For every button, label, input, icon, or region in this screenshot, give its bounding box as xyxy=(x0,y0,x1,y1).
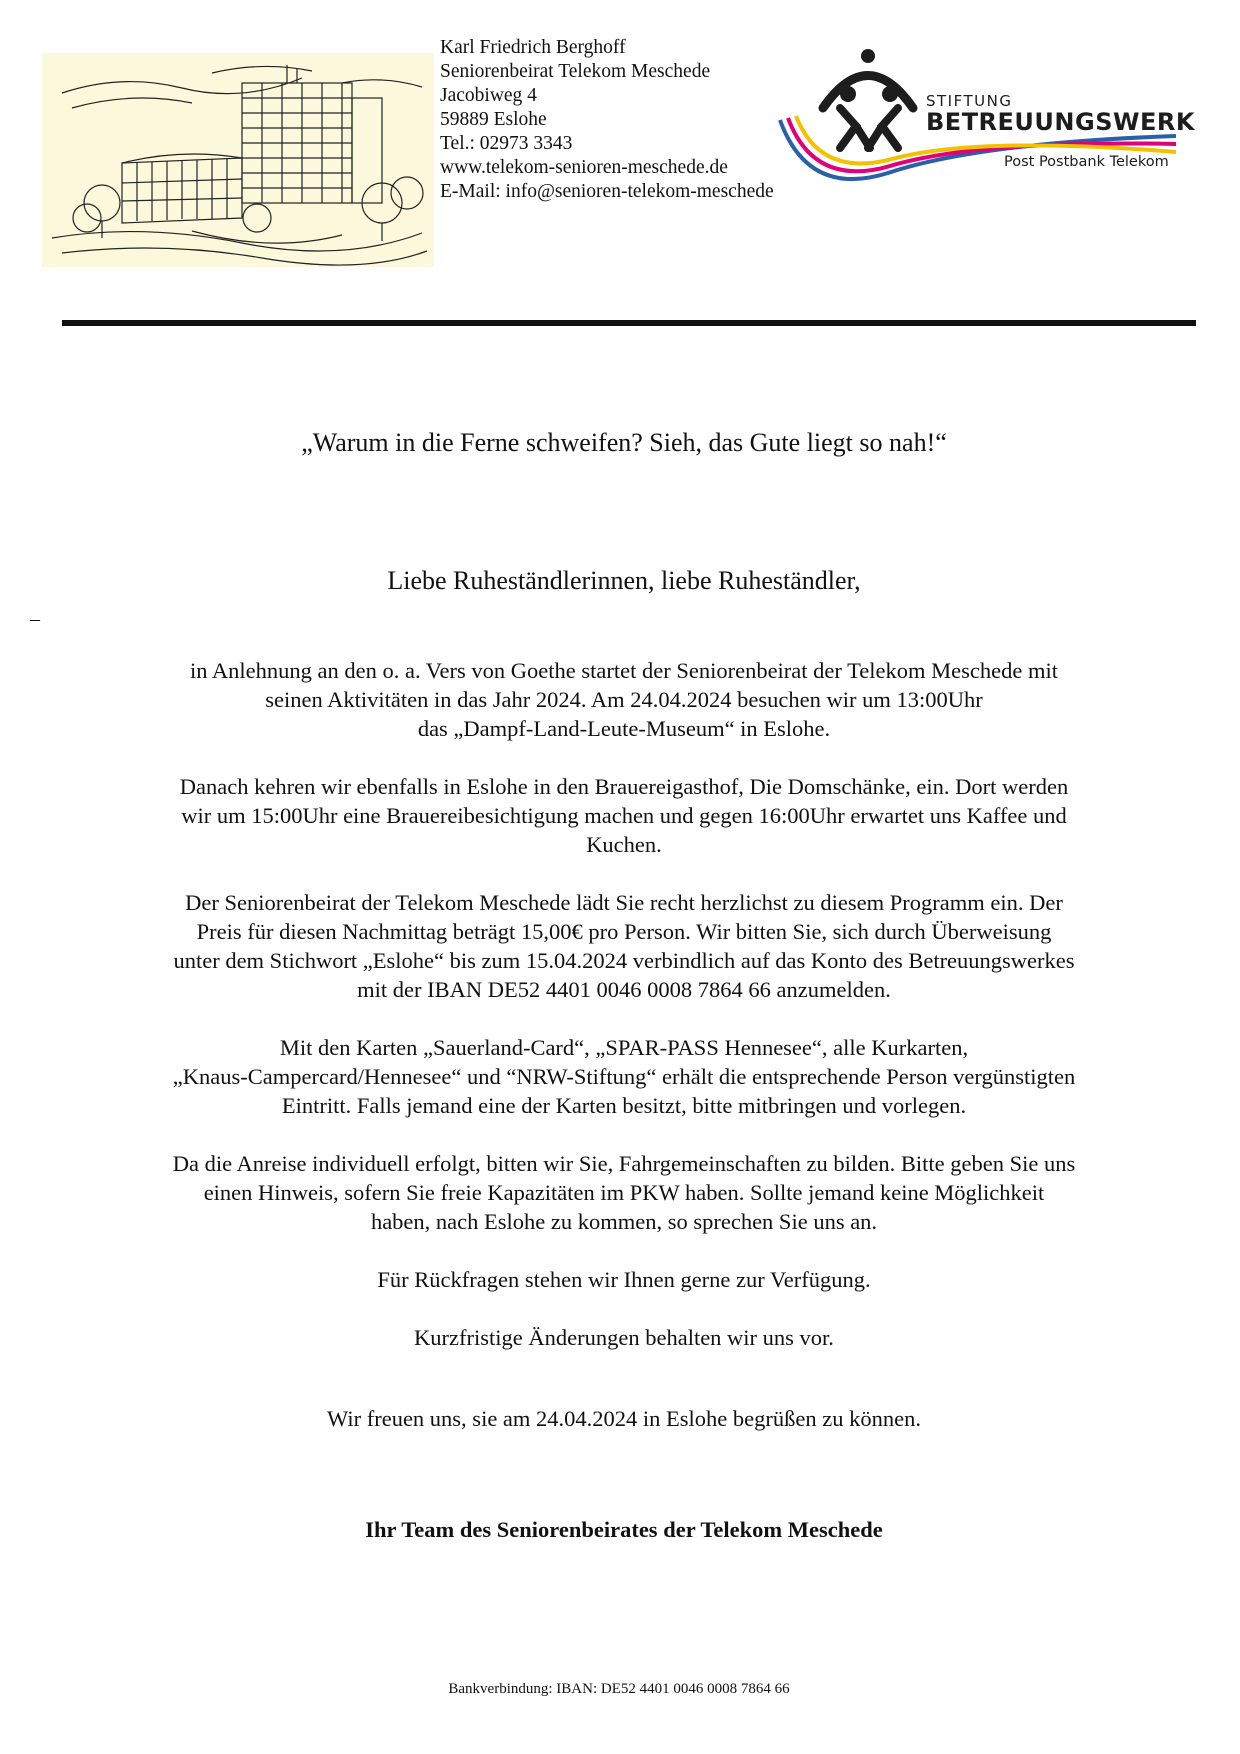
body-line: Der Seniorenbeirat der Telekom Meschede lädt Sie recht herzlichst zu diesem Programm ein. Der xyxy=(185,890,1063,915)
paragraph-questions xyxy=(100,1265,1148,1294)
letter-salutation: Liebe Ruheständlerinnen, liebe Ruheständler, xyxy=(387,566,861,595)
paragraph-intro xyxy=(100,656,1148,743)
logo-name-text: BETREUUNGSWERK xyxy=(926,108,1195,136)
paragraph-cards xyxy=(100,1033,1148,1120)
sender-street: Jacobiweg 4 xyxy=(440,85,537,106)
sender-website: www.telekom-senioren-meschede.de xyxy=(440,157,728,178)
sender-email: E-Mail: info@senioren-telekom-meschede xyxy=(440,181,774,202)
body-line: Kurzfristige Änderungen behalten wir uns vor. xyxy=(414,1325,834,1350)
body-line: wir um 15:00Uhr eine Brauereibesichtigung machen und gegen 16:00Uhr erwartet uns Kaffee und xyxy=(181,803,1067,828)
body-line: seinen Aktivitäten in das Jahr 2024. Am 24.04.2024 besuchen wir um 13:00Uhr xyxy=(265,687,983,712)
body-line: Für Rückfragen stehen wir Ihnen gerne zur Verfügung. xyxy=(377,1267,871,1292)
sender-city: 59889 Eslohe xyxy=(440,109,547,130)
body-line: Da die Anreise individuell erfolgt, bitten wir Sie, Fahrgemeinschaften zu bilden. Bitte geben Sie uns xyxy=(172,1151,1076,1176)
sender-address-block xyxy=(440,36,774,204)
body-line: mit der IBAN DE52 4401 0046 0008 7864 66 anzumelden. xyxy=(357,977,891,1002)
sender-organization: Seniorenbeirat Telekom Meschede xyxy=(440,61,711,82)
sender-phone: Tel.: 02973 3343 xyxy=(440,133,573,154)
body-line: in Anlehnung an den o. a. Vers von Goethe startet der Seniorenbeirat der Telekom Meschede mit xyxy=(190,658,1058,683)
footer-bank-details: Bankverbindung: IBAN: DE52 4401 0046 0008 7864 66 xyxy=(448,1681,790,1697)
body-line: Mit den Karten „Sauerland-Card“, „SPAR-PASS Hennesee“, alle Kurkarten, xyxy=(279,1035,969,1060)
logo-subline-text: Post Postbank Telekom xyxy=(1004,154,1169,170)
letter-closing: Wir freuen uns, sie am 24.04.2024 in Eslohe begrüßen zu können. xyxy=(327,1406,921,1431)
margin-dash: – xyxy=(30,608,40,630)
body-line: Preis für diesen Nachmittag beträgt 15,00€ pro Person. Wir bitten Sie, sich durch Überweisung xyxy=(196,919,1052,944)
letter-body xyxy=(100,656,1148,1381)
body-line: Kuchen. xyxy=(586,832,662,857)
paragraph-travel xyxy=(100,1149,1148,1236)
body-line: Eintritt. Falls jemand eine der Karten besitzt, bitte mitbringen und vorlegen. xyxy=(281,1093,967,1118)
paragraph-price xyxy=(100,888,1148,1004)
paragraph-changes xyxy=(100,1323,1148,1352)
body-line: unter dem Stichwort „Eslohe“ bis zum 15.04.2024 verbindlich auf das Konto des Betreuungswerkes xyxy=(173,948,1075,973)
building-sketch-illustration xyxy=(42,53,434,267)
letter-signature: Ihr Team des Seniorenbeirates der Telekom Meschede xyxy=(365,1517,883,1542)
body-line: haben, nach Eslohe zu kommen, so sprechen Sie uns an. xyxy=(370,1209,878,1234)
body-line: Danach kehren wir ebenfalls in Eslohe in den Brauereigasthof, Die Domschänke, ein. Dort werden xyxy=(179,774,1069,799)
logo-stiftung-text: STIFTUNG xyxy=(926,92,1013,110)
body-line: einen Hinweis, sofern Sie freie Kapazitäten im PKW haben. Sollte jemand keine Möglichkeit xyxy=(203,1180,1045,1205)
sender-name: Karl Friedrich Berghoff xyxy=(440,37,626,58)
body-line: „Knaus-Campercard/Hennesee“ und “NRW-Stiftung“ erhält die entsprechende Person vergünstigten xyxy=(172,1064,1076,1089)
paragraph-brewery xyxy=(100,772,1148,859)
header-divider xyxy=(62,320,1196,326)
betreuungswerk-logo xyxy=(778,48,1195,193)
body-line: das „Dampf-Land-Leute-Museum“ in Eslohe. xyxy=(417,716,831,741)
letter-motto: „Warum in die Ferne schweifen? Sieh, das Gute liegt so nah!“ xyxy=(301,428,947,457)
